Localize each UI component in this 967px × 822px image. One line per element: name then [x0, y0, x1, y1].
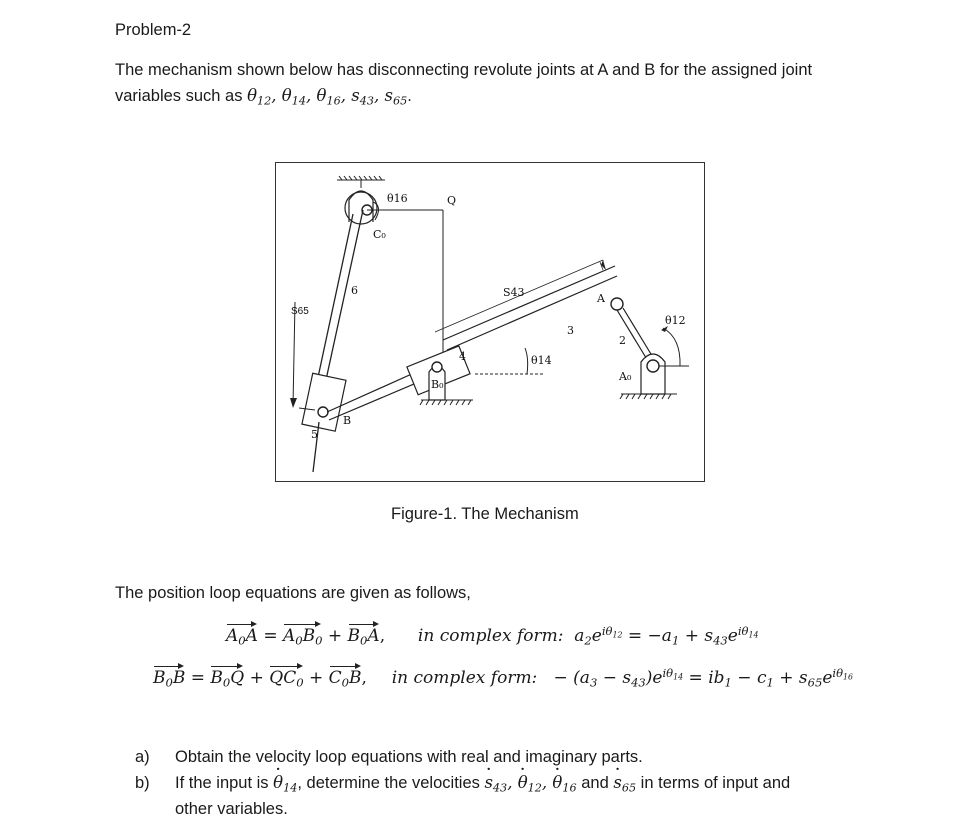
equation-1: $A_0A = A_0B_0 + B_0A$, in complex form: $a_2e^{i\theta_{12}} = -a_1 + s_{43}e^{i\theta_{14}}$ — [226, 623, 759, 648]
label-s43: S43 — [503, 286, 525, 299]
label-b0: B₀ — [431, 378, 444, 391]
question-b: b) If the input is · $\theta_{14}$, determine the velocities · $s_{43}$, · $\theta_{12}$, · $\theta_{16}$ and · $s_{65}$ in terms of input and other variables. — [135, 770, 790, 822]
figure-caption: Figure-1. The Mechanism — [391, 505, 579, 523]
label-theta12: θ12 — [665, 314, 686, 327]
intro-line-1: The mechanism shown below has disconnecting revolute joints at A and B for the assigned joint — [115, 61, 813, 79]
label-theta14: θ14 — [531, 354, 552, 367]
equation-2: $B_0B = B_0Q + QC_0 + C_0B$, in complex form: − $(a_3 - s_{43})e^{i\theta_{14}} = ib_1 - c_1 + s_{65}e^{i\theta_{16}}$ — [153, 665, 854, 690]
eq2-label: in complex form: — [391, 668, 538, 688]
label-link-4: 4 — [459, 350, 466, 363]
question-list — [135, 744, 790, 822]
label-c0: C₀ — [373, 228, 386, 241]
label-a: A — [597, 292, 605, 305]
label-theta16: θ16 — [387, 192, 408, 205]
label-link-2: 2 — [619, 334, 626, 347]
label-b: B — [343, 414, 352, 427]
label-link-3: 3 — [567, 324, 574, 337]
label-link-6: 6 — [351, 284, 358, 297]
label-link-5: 5 — [311, 428, 318, 441]
intro-line-2: variables such as $\theta_{12}$, $\theta_{14}$, $\theta_{16}$, $s_{43}$, $s_{65}$. — [115, 86, 412, 108]
label-a0: A₀ — [619, 370, 632, 383]
problem-title: Problem-2 — [115, 21, 192, 39]
label-s65: S65 — [291, 306, 309, 317]
equations-intro: The position loop equations are given as follows, — [115, 584, 471, 602]
eq1-label: in complex form: — [417, 626, 564, 646]
pivot-a0 — [641, 354, 665, 394]
question-a: a) Obtain the velocity loop equations with real and imaginary parts. — [135, 748, 643, 766]
mechanism-figure — [275, 162, 705, 482]
label-q: Q — [447, 194, 457, 207]
